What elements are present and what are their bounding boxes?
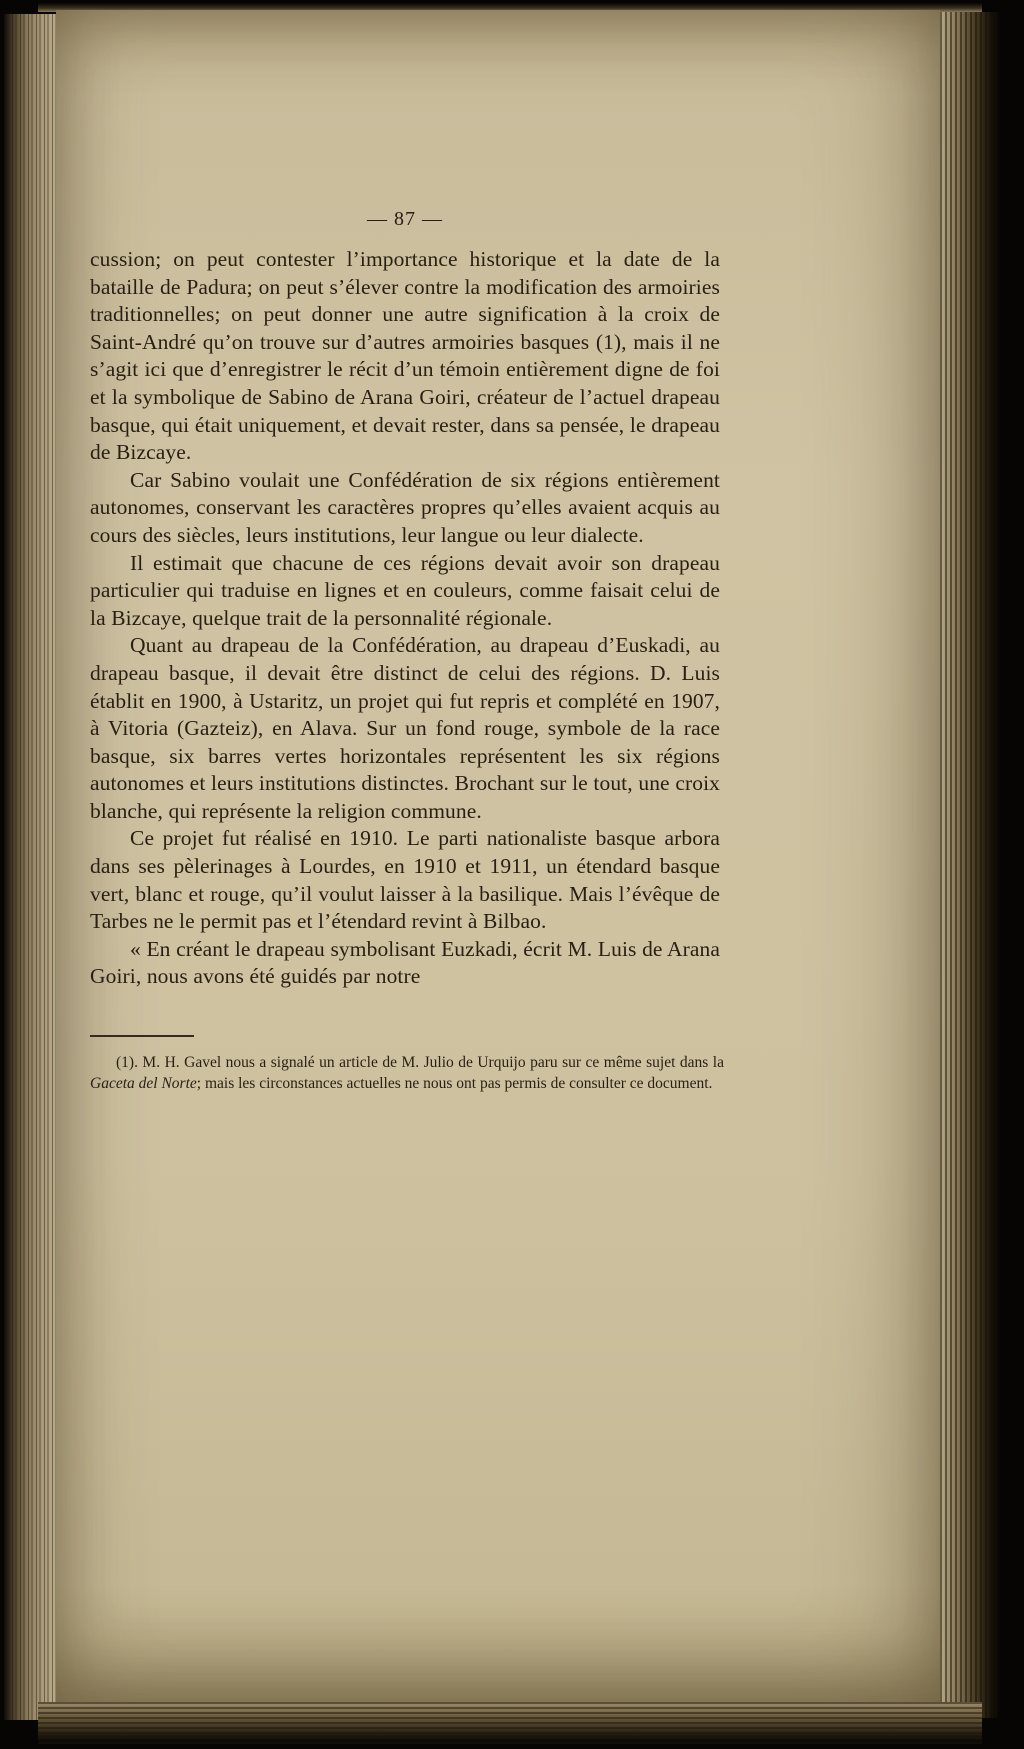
- paragraph: Car Sabino voulait une Confédération de six régions entièrement autonomes, conservant les caractères propres qu’elles avaient acquis au cours des siècles, leurs institutions, leur langue ou leur dialecte.: [90, 467, 720, 547]
- footnote-separator: [90, 1035, 194, 1037]
- paragraph-quote-start: « En créant le drapeau symbolisant Euzkadi, écrit M. Luis de Arana Goiri, nous avons été guidés par notre: [90, 936, 720, 989]
- bottom-page-edges: [38, 1702, 982, 1744]
- paragraph: Ce projet fut réalisé en 1910. Le parti nationaliste basque arbora dans ses pèlerinages à Lourdes, en 1910 et 1911, un étendard basque vert, blanc et rouge, qu’il voulut laisser à la basilique. Mais l’évêque de Tarbes ne le permit pas et l’étendard revint à Bilbao.: [90, 826, 720, 934]
- paragraph: Quant au drapeau de la Confédération, au drapeau d’Euskadi, au drapeau basque, il devait être distinct de celui des régions. D. Luis établit en 1900, à Ustaritz, un projet qui fut repris et complété en 1907, à Vitoria (Gazteiz), en Alava. Sur un fond rouge, symbole de la race basque, six barres vertes horizontales représentent les six régions autonomes et leurs institutions distinctes. Brochant sur le tout, une croix blanche, qui représente la religion commune.: [90, 633, 720, 823]
- footnote-text-start: (1). M. H. Gavel nous a signalé un article de M. Julio de Urquijo paru sur ce même sujet dans la: [116, 1054, 724, 1072]
- footnote: [90, 1053, 724, 1095]
- page-number: — 87 —: [367, 208, 443, 230]
- paragraph: cussion; on peut contester l’importance historique et la date de la bataille de Padura; on peut s’élever contre la modification des armoiries traditionnelles; on peut donner une autre signification à la croix de Saint-André qu’on trouve sur d’autres armoiries basques (1), mais il ne s’agit ici que d’enregistrer le récit d’un témoin entièrement digne de foi et la symbolique de Sabino de Arana Goiri, créateur de l’actuel drapeau basque, qui était uniquement, et devait rester, dans sa pensée, le drapeau de Bizcaye.: [90, 247, 720, 465]
- footnote-text-end: ; mais les circonstances actuelles ne nous ont pas permis de consulter ce document.: [196, 1074, 713, 1092]
- footnote-journal-title: Gaceta del Norte: [90, 1074, 197, 1092]
- fore-edge-pages: [940, 12, 1000, 1718]
- text-column: [90, 10, 724, 1095]
- paragraph: Il estimait que chacune de ces régions devait avoir son drapeau particulier qui traduise en lignes et en couleurs, comme faisait celui de la Bizcaye, quelque trait de la personnalité régionale.: [90, 550, 720, 630]
- book-page: [56, 10, 940, 1702]
- binding-page-edges: [4, 14, 56, 1720]
- page-body-text: [90, 246, 720, 991]
